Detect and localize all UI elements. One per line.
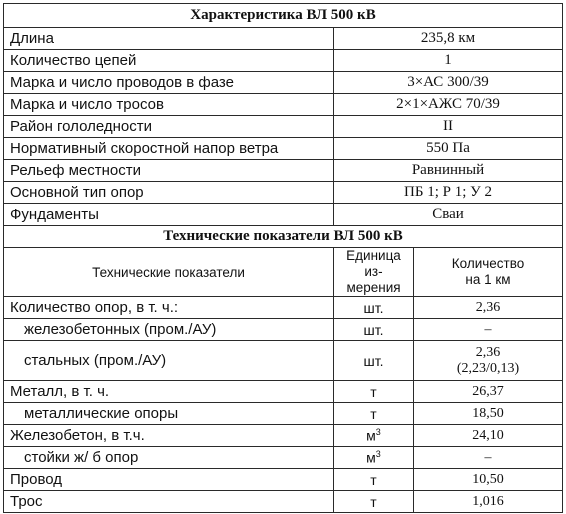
- tech-unit: шт.: [334, 341, 414, 381]
- tech-qty: 10,50: [414, 469, 563, 491]
- spec-row: [4, 72, 563, 94]
- tech-name: железобетонных (пром./АУ): [4, 319, 334, 341]
- tech-qty: –: [414, 447, 563, 469]
- tech-name: Металл, в т. ч.: [4, 381, 334, 403]
- spec-value-foundations: Сваи: [334, 204, 563, 226]
- table-row: [4, 425, 563, 447]
- spec-label-foundations: Фундаменты: [4, 204, 334, 226]
- tech-qty: –: [414, 319, 563, 341]
- spec-row: [4, 204, 563, 226]
- table-row: [4, 447, 563, 469]
- spec-label-wind-pressure: Нормативный скоростной напор ветра: [4, 138, 334, 160]
- tech-unit: т: [334, 469, 414, 491]
- tech-qty: 1,016: [414, 491, 563, 513]
- tech-unit: т: [334, 491, 414, 513]
- tech-unit-base: м: [366, 427, 376, 444]
- header-unit-line2: мерения: [346, 280, 401, 295]
- tech-qty: 26,37: [414, 381, 563, 403]
- spec-row: [4, 160, 563, 182]
- tech-name: металлические опоры: [4, 403, 334, 425]
- tech-unit: [334, 425, 414, 447]
- spec-row: [4, 50, 563, 72]
- table-row: [4, 341, 563, 381]
- spec-value-ground-wires: 2×1×АЖС 70/39: [334, 94, 563, 116]
- spec-value-ice-region: II: [334, 116, 563, 138]
- tech-qty-breakdown: (2,23/0,13): [456, 360, 520, 376]
- tech-unit: [334, 447, 414, 469]
- tech-qty: 24,10: [414, 425, 563, 447]
- tech-name: Количество опор, в т. ч.:: [4, 297, 334, 319]
- spec-label-circuits: Количество цепей: [4, 50, 334, 72]
- tech-title-row: [4, 226, 563, 248]
- spec-row: [4, 116, 563, 138]
- table-row: [4, 491, 563, 513]
- spec-value-wind-pressure: 550 Па: [334, 138, 563, 160]
- header-quantity-line1: Количество: [451, 256, 525, 271]
- tech-name: стальных (пром./АУ): [4, 341, 334, 381]
- spec-value-terrain: Равнинный: [334, 160, 563, 182]
- spec-value-wire-grade: 3×АС 300/39: [334, 72, 563, 94]
- tech-unit: шт.: [334, 319, 414, 341]
- header-unit-line1: Единица из-: [346, 248, 401, 279]
- header-quantity-line2: на 1 км: [465, 272, 511, 287]
- tech-unit-base: м: [366, 449, 376, 466]
- tech-name: Провод: [4, 469, 334, 491]
- spec-value-circuits: 1: [334, 50, 563, 72]
- tech-name: стойки ж/ б опор: [4, 447, 334, 469]
- tech-unit-sup: 3: [375, 427, 381, 438]
- tech-qty: [414, 341, 563, 381]
- table-row: [4, 403, 563, 425]
- tech-name: Железобетон, в т.ч.: [4, 425, 334, 447]
- header-quantity: [414, 248, 563, 297]
- table-row: [4, 381, 563, 403]
- tech-qty-total: 2,36: [475, 344, 501, 360]
- spec-label-ice-region: Район гололедности: [4, 116, 334, 138]
- table-row: [4, 297, 563, 319]
- spec-table-title: Характеристика ВЛ 500 кВ: [4, 4, 563, 28]
- tech-header-row: [4, 248, 563, 297]
- header-indicator: Технические показатели: [4, 248, 334, 297]
- spec-label-length: Длина: [4, 28, 334, 50]
- spec-label-ground-wires: Марка и число тросов: [4, 94, 334, 116]
- spec-label-tower-type: Основной тип опор: [4, 182, 334, 204]
- tech-qty: 18,50: [414, 403, 563, 425]
- spec-row: [4, 94, 563, 116]
- tech-qty: 2,36: [414, 297, 563, 319]
- spec-row: [4, 182, 563, 204]
- tech-name: Трос: [4, 491, 334, 513]
- spec-row: [4, 138, 563, 160]
- tech-unit: т: [334, 381, 414, 403]
- table-row: [4, 319, 563, 341]
- line-characteristics-table: [3, 3, 563, 513]
- tech-unit: т: [334, 403, 414, 425]
- spec-row: [4, 28, 563, 50]
- spec-label-terrain: Рельеф местности: [4, 160, 334, 182]
- tech-unit: шт.: [334, 297, 414, 319]
- spec-value-length: 235,8 км: [334, 28, 563, 50]
- spec-label-wire-grade: Марка и число проводов в фазе: [4, 72, 334, 94]
- tech-unit-sup: 3: [375, 449, 381, 460]
- spec-title-row: [4, 4, 563, 28]
- spec-value-tower-type: ПБ 1; Р 1; У 2: [334, 182, 563, 204]
- table-row: [4, 469, 563, 491]
- tech-table-title: Технические показатели ВЛ 500 кВ: [4, 226, 563, 248]
- header-unit: [334, 248, 414, 297]
